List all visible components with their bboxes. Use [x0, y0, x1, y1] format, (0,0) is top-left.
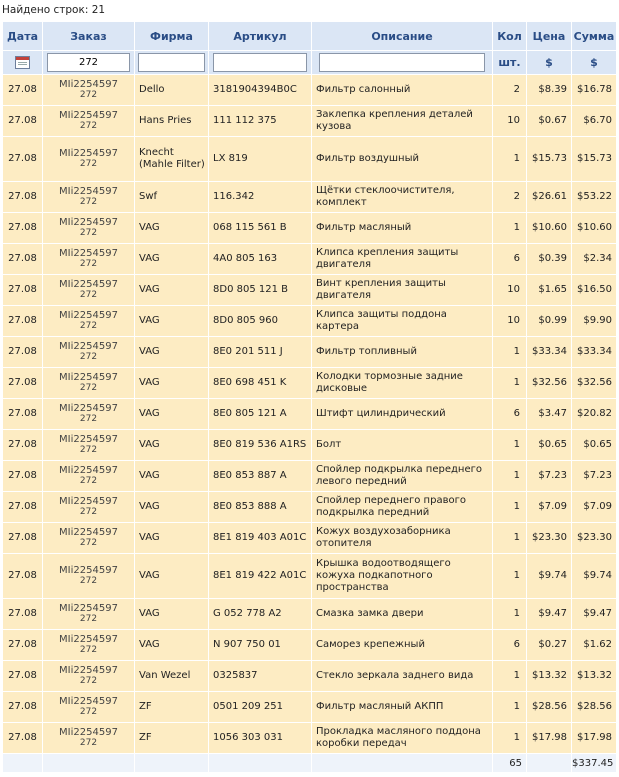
cell-firm: Knecht (Mahle Filter) [135, 137, 209, 182]
cell-qty: 6 [493, 399, 527, 430]
cell-description: Фильтр воздушный [312, 137, 493, 182]
order-number[interactable]: MIi2254597 [59, 565, 118, 576]
cell-description: Смазка замка двери [312, 599, 493, 630]
cell-date: 27.08 [3, 661, 43, 692]
cell-description: Прокладка масляного поддона коробки передач [312, 723, 493, 754]
order-number[interactable]: MIi2254597 [59, 110, 118, 121]
cell-sum: $10.60 [572, 213, 617, 244]
cell-sum: $20.82 [572, 399, 617, 430]
table-row [3, 306, 617, 337]
cell-sum: $13.32 [572, 661, 617, 692]
cell-description: Кожух воздухозаборника отопителя [312, 523, 493, 554]
cell-description: Стекло зеркала заднего вида [312, 661, 493, 692]
cell-price: $0.99 [527, 306, 572, 337]
order-sub: 272 [79, 383, 98, 393]
cell-firm: VAG [135, 599, 209, 630]
cell-article: 8E0 805 121 A [209, 399, 312, 430]
cell-price: $1.65 [527, 275, 572, 306]
cell-firm: Hans Pries [135, 106, 209, 137]
cell-order[interactable] [43, 661, 135, 692]
qty-unit: шт. [493, 51, 527, 75]
description-filter-cell [312, 51, 493, 75]
order-sub: 272 [79, 576, 98, 586]
header-date[interactable]: Дата [3, 22, 43, 51]
cell-article: LX 819 [209, 137, 312, 182]
cell-price: $0.65 [527, 430, 572, 461]
cell-qty: 1 [493, 492, 527, 523]
cell-price: $23.30 [527, 523, 572, 554]
cell-qty: 10 [493, 306, 527, 337]
cell-description: Колодки тормозные задние дисковые [312, 368, 493, 399]
cell-qty: 1 [493, 554, 527, 599]
cell-description: Фильтр масляный АКПП [312, 692, 493, 723]
cell-firm: Swf [135, 182, 209, 213]
order-number[interactable]: MIi2254597 [59, 496, 118, 507]
cell-date: 27.08 [3, 692, 43, 723]
cell-sum: $9.47 [572, 599, 617, 630]
cell-price: $9.47 [527, 599, 572, 630]
cell-sum: $17.98 [572, 723, 617, 754]
table-row [3, 461, 617, 492]
cell-price: $28.56 [527, 692, 572, 723]
cell-article: 068 115 561 B [209, 213, 312, 244]
order-sub: 272 [79, 228, 98, 238]
cell-qty: 1 [493, 692, 527, 723]
cell-sum: $32.56 [572, 368, 617, 399]
cell-sum: $16.78 [572, 75, 617, 106]
cell-article: 1056 303 031 [209, 723, 312, 754]
order-number[interactable]: MIi2254597 [59, 665, 118, 676]
table-row [3, 337, 617, 368]
cell-date: 27.08 [3, 492, 43, 523]
header-price[interactable]: Цена [527, 22, 572, 51]
cell-order[interactable] [43, 523, 135, 554]
cell-sum: $0.65 [572, 430, 617, 461]
cell-firm: VAG [135, 430, 209, 461]
cell-sum: $7.23 [572, 461, 617, 492]
order-sub: 272 [79, 321, 98, 331]
cell-order[interactable] [43, 337, 135, 368]
cell-article: 4A0 805 163 [209, 244, 312, 275]
cell-sum: $33.34 [572, 337, 617, 368]
table-row [3, 430, 617, 461]
table-row [3, 182, 617, 213]
cell-article: N 907 750 01 [209, 630, 312, 661]
order-sub: 272 [79, 538, 98, 548]
cell-description: Болт [312, 430, 493, 461]
cell-date: 27.08 [3, 399, 43, 430]
cell-date: 27.08 [3, 306, 43, 337]
cell-date: 27.08 [3, 182, 43, 213]
cell-sum: $23.30 [572, 523, 617, 554]
cell-qty: 1 [493, 213, 527, 244]
order-sub: 272 [79, 414, 98, 424]
header-order[interactable]: Заказ [43, 22, 135, 51]
calendar-icon[interactable] [15, 56, 30, 69]
order-sub: 272 [79, 614, 98, 624]
order-sub: 272 [79, 259, 98, 269]
order-number[interactable]: MIi2254597 [59, 148, 118, 159]
sum-unit: $ [572, 51, 617, 75]
price-unit: $ [527, 51, 572, 75]
order-sub: 272 [79, 445, 98, 455]
cell-sum: $16.50 [572, 275, 617, 306]
table-row [3, 599, 617, 630]
cell-firm: VAG [135, 213, 209, 244]
cell-qty: 10 [493, 106, 527, 137]
cell-firm: VAG [135, 554, 209, 599]
order-number[interactable]: MIi2254597 [59, 248, 118, 259]
cell-order[interactable] [43, 554, 135, 599]
cell-firm: VAG [135, 244, 209, 275]
order-sub: 272 [79, 645, 98, 655]
order-sub: 272 [79, 159, 98, 169]
cell-firm: VAG [135, 630, 209, 661]
order-number[interactable]: MIi2254597 [59, 310, 118, 321]
order-sub: 272 [79, 476, 98, 486]
cell-article: 8E0 201 511 J [209, 337, 312, 368]
cell-description: Клипса защиты поддона картера [312, 306, 493, 337]
cell-date: 27.08 [3, 368, 43, 399]
order-number[interactable]: MIi2254597 [59, 727, 118, 738]
article-filter-input[interactable] [213, 53, 307, 72]
cell-order[interactable] [43, 213, 135, 244]
cell-qty: 2 [493, 182, 527, 213]
cell-sum: $15.73 [572, 137, 617, 182]
cell-firm: Dello [135, 75, 209, 106]
cell-price: $8.39 [527, 75, 572, 106]
order-number[interactable]: MIi2254597 [59, 527, 118, 538]
cell-order[interactable] [43, 692, 135, 723]
cell-firm: VAG [135, 399, 209, 430]
cell-description: Фильтр масляный [312, 213, 493, 244]
order-sub: 272 [79, 290, 98, 300]
cell-firm: VAG [135, 275, 209, 306]
cell-article: 8E0 819 536 A1RS [209, 430, 312, 461]
order-number[interactable]: MIi2254597 [59, 186, 118, 197]
order-number[interactable]: MIi2254597 [59, 465, 118, 476]
cell-article: 8D0 805 960 [209, 306, 312, 337]
cell-qty: 1 [493, 661, 527, 692]
cell-sum: $9.90 [572, 306, 617, 337]
cell-sum: $6.70 [572, 106, 617, 137]
cell-sum: $28.56 [572, 692, 617, 723]
order-number[interactable]: MIi2254597 [59, 434, 118, 445]
cell-order[interactable] [43, 461, 135, 492]
cell-date: 27.08 [3, 75, 43, 106]
cell-order[interactable] [43, 630, 135, 661]
cell-firm: VAG [135, 461, 209, 492]
cell-order[interactable] [43, 368, 135, 399]
total-sum: $337.45 [572, 754, 617, 773]
cell-date: 27.08 [3, 244, 43, 275]
cell-firm: VAG [135, 337, 209, 368]
article-filter-cell [209, 51, 312, 75]
order-number[interactable]: MIi2254597 [59, 341, 118, 352]
order-sub: 272 [79, 352, 98, 362]
cell-description: Клипса крепления защиты двигателя [312, 244, 493, 275]
cell-sum: $7.09 [572, 492, 617, 523]
cell-article: 0501 209 251 [209, 692, 312, 723]
cell-qty: 6 [493, 244, 527, 275]
cell-price: $32.56 [527, 368, 572, 399]
table-row [3, 492, 617, 523]
totals-empty [3, 754, 43, 773]
cell-article: 8E1 819 422 A01C [209, 554, 312, 599]
cell-date: 27.08 [3, 213, 43, 244]
cell-order[interactable] [43, 275, 135, 306]
header-firm[interactable]: Фирма [135, 22, 209, 51]
table-row [3, 137, 617, 182]
cell-price: $0.27 [527, 630, 572, 661]
cell-price: $3.47 [527, 399, 572, 430]
date-filter-cell [3, 51, 43, 75]
cell-price: $0.67 [527, 106, 572, 137]
cell-qty: 10 [493, 275, 527, 306]
table-body [3, 75, 617, 754]
cell-article: 116.342 [209, 182, 312, 213]
table-row [3, 368, 617, 399]
cell-sum: $53.22 [572, 182, 617, 213]
cell-article: G 052 778 A2 [209, 599, 312, 630]
header-description[interactable]: Описание [312, 22, 493, 51]
cell-qty: 1 [493, 523, 527, 554]
order-filter-input[interactable] [47, 53, 131, 72]
table-row [3, 244, 617, 275]
cell-article: 3181904394B0C [209, 75, 312, 106]
cell-price: $17.98 [527, 723, 572, 754]
order-sub: 272 [79, 738, 98, 748]
cell-price: $7.09 [527, 492, 572, 523]
cell-description: Щётки стеклоочистителя, комплект [312, 182, 493, 213]
cell-description: Штифт цилиндрический [312, 399, 493, 430]
cell-description: Саморез крепежный [312, 630, 493, 661]
cell-description: Заклепка крепления деталей кузова [312, 106, 493, 137]
cell-date: 27.08 [3, 337, 43, 368]
table-row [3, 523, 617, 554]
cell-order[interactable] [43, 430, 135, 461]
table-row [3, 399, 617, 430]
order-filter-cell [43, 51, 135, 75]
cell-qty: 1 [493, 430, 527, 461]
cell-article: 8E1 819 403 A01C [209, 523, 312, 554]
cell-article: 0325837 [209, 661, 312, 692]
order-number[interactable]: MIi2254597 [59, 403, 118, 414]
cell-description: Фильтр топливный [312, 337, 493, 368]
cell-price: $0.39 [527, 244, 572, 275]
cell-date: 27.08 [3, 723, 43, 754]
cell-date: 27.08 [3, 599, 43, 630]
cell-article: 8D0 805 121 B [209, 275, 312, 306]
cell-date: 27.08 [3, 630, 43, 661]
cell-description: Крышка водоотводящего кожуха подкапотного пространства [312, 554, 493, 599]
cell-price: $13.32 [527, 661, 572, 692]
table-row [3, 692, 617, 723]
table-row [3, 554, 617, 599]
cell-firm: VAG [135, 523, 209, 554]
order-sub: 272 [79, 507, 98, 517]
cell-sum: $9.74 [572, 554, 617, 599]
cell-order[interactable] [43, 182, 135, 213]
cell-qty: 1 [493, 599, 527, 630]
order-number[interactable]: MIi2254597 [59, 603, 118, 614]
order-number[interactable]: MIi2254597 [59, 79, 118, 90]
order-number[interactable]: MIi2254597 [59, 634, 118, 645]
cell-date: 27.08 [3, 106, 43, 137]
rows-found-label: Найдено строк: 21 [2, 4, 106, 16]
cell-date: 27.08 [3, 554, 43, 599]
firm-filter-cell [135, 51, 209, 75]
cell-order[interactable] [43, 306, 135, 337]
table-row [3, 75, 617, 106]
header-qty[interactable]: Кол [493, 22, 527, 51]
cell-article: 8E0 853 887 A [209, 461, 312, 492]
cell-sum: $1.62 [572, 630, 617, 661]
cell-price: $9.74 [527, 554, 572, 599]
order-number[interactable]: MIi2254597 [59, 372, 118, 383]
cell-order[interactable] [43, 106, 135, 137]
cell-qty: 1 [493, 723, 527, 754]
cell-firm: ZF [135, 692, 209, 723]
cell-sum: $2.34 [572, 244, 617, 275]
cell-qty: 1 [493, 461, 527, 492]
cell-description: Фильтр салонный [312, 75, 493, 106]
cell-price: $26.61 [527, 182, 572, 213]
cell-date: 27.08 [3, 430, 43, 461]
cell-firm: ZF [135, 723, 209, 754]
cell-order[interactable] [43, 723, 135, 754]
cell-description: Спойлер подкрылка переднего левого передний [312, 461, 493, 492]
totals-row [3, 754, 617, 773]
cell-article: 8E0 698 451 K [209, 368, 312, 399]
order-number[interactable]: MIi2254597 [59, 696, 118, 707]
order-number[interactable]: MIi2254597 [59, 279, 118, 290]
cell-qty: 1 [493, 137, 527, 182]
cell-date: 27.08 [3, 137, 43, 182]
table-row [3, 661, 617, 692]
firm-filter-input[interactable] [138, 53, 205, 72]
table-row [3, 106, 617, 137]
cell-order[interactable] [43, 599, 135, 630]
order-sub: 272 [79, 90, 98, 100]
cell-date: 27.08 [3, 523, 43, 554]
cell-order[interactable] [43, 244, 135, 275]
cell-price: $7.23 [527, 461, 572, 492]
order-number[interactable]: MIi2254597 [59, 217, 118, 228]
cell-order[interactable] [43, 492, 135, 523]
table-row [3, 213, 617, 244]
cell-price: $15.73 [527, 137, 572, 182]
cell-date: 27.08 [3, 461, 43, 492]
cell-order[interactable] [43, 137, 135, 182]
order-sub: 272 [79, 197, 98, 207]
description-filter-input[interactable] [319, 53, 485, 72]
cell-description: Спойлер переднего правого подкрылка передний [312, 492, 493, 523]
order-sub: 272 [79, 676, 98, 686]
table-row [3, 630, 617, 661]
cell-firm: Van Wezel [135, 661, 209, 692]
cell-order[interactable] [43, 75, 135, 106]
header-sum[interactable]: Сумма [572, 22, 617, 51]
order-sub: 272 [79, 121, 98, 131]
table-row [3, 723, 617, 754]
cell-qty: 1 [493, 368, 527, 399]
cell-description: Винт крепления защиты двигателя [312, 275, 493, 306]
table-row [3, 275, 617, 306]
cell-article: 111 112 375 [209, 106, 312, 137]
cell-firm: VAG [135, 306, 209, 337]
cell-date: 27.08 [3, 275, 43, 306]
cell-firm: VAG [135, 368, 209, 399]
cell-qty: 1 [493, 337, 527, 368]
cell-qty: 2 [493, 75, 527, 106]
header-article[interactable]: Артикул [209, 22, 312, 51]
cell-price: $33.34 [527, 337, 572, 368]
cell-article: 8E0 853 888 A [209, 492, 312, 523]
total-qty: 65 [493, 754, 527, 773]
orders-table [2, 21, 617, 773]
cell-qty: 6 [493, 630, 527, 661]
cell-firm: VAG [135, 492, 209, 523]
order-sub: 272 [79, 707, 98, 717]
cell-order[interactable] [43, 399, 135, 430]
cell-price: $10.60 [527, 213, 572, 244]
